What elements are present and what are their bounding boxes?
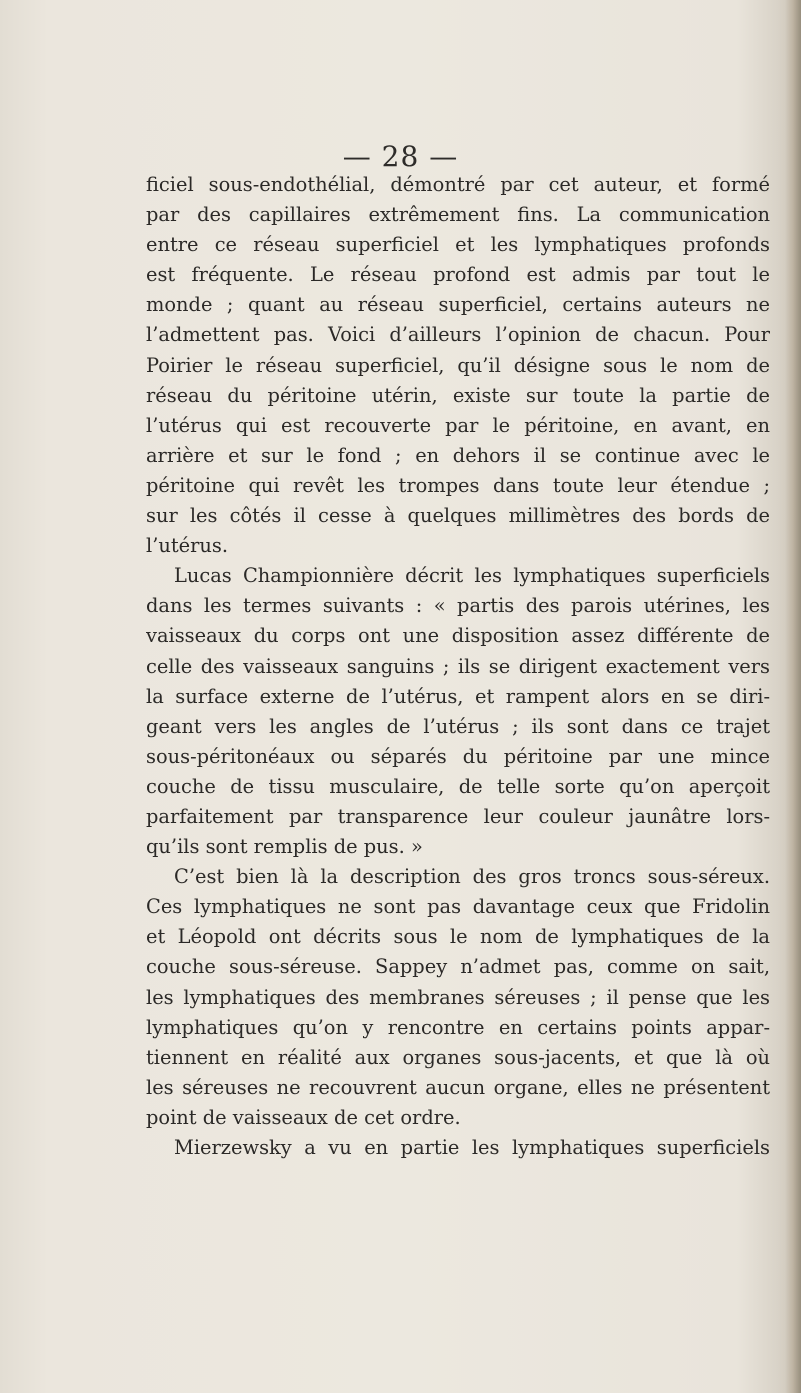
- text-line: réseau du péritoine utérin, existe sur toute la partie de: [146, 383, 770, 407]
- text-line: la surface externe de l’utérus, et rampent alors en se diri-: [146, 684, 770, 708]
- text-line: par des capillaires extrêmement fins. La communication: [146, 203, 770, 227]
- text-line: Ces lymphatiques ne sont pas davantage ceux que Fridolin: [146, 895, 770, 919]
- text-line: geant vers les angles de l’utérus ; ils sont dans ce trajet: [146, 714, 770, 738]
- text-line: l’utérus qui est recouverte par le péritoine, en avant, en: [146, 413, 770, 437]
- text-line: qu’ils sont remplis de pus. »: [146, 835, 423, 859]
- text-line: couche sous-séreuse. Sappey n’admet pas, comme on sait,: [146, 955, 770, 979]
- text-line: parfaitement par transparence leur couleur jaunâtre lors-: [146, 804, 770, 828]
- text-line: ficiel sous-endothélial, démontré par cet auteur, et formé: [146, 173, 770, 196]
- text-line: Mierzewsky a vu en partie les lymphatiques superficiels: [174, 1136, 770, 1159]
- text-line: C’est bien là la description des gros troncs sous-séreux.: [174, 865, 770, 889]
- text-line: l’utérus.: [146, 534, 228, 558]
- text-line: monde ; quant au réseau superficiel, certains auteurs ne: [146, 293, 770, 317]
- text-line: entre ce réseau superficiel et les lymphatiques profonds: [146, 233, 770, 257]
- text-line: les lymphatiques des membranes séreuses ; il pense que les: [146, 985, 770, 1009]
- text-line: lymphatiques qu’on y rencontre en certains points appar-: [146, 1015, 770, 1039]
- text-line: Lucas Championnière décrit les lymphatiques superficiels: [174, 564, 770, 588]
- text-line: couche de tissu musculaire, de telle sorte qu’on aperçoit: [146, 774, 770, 798]
- text-line: dans les termes suivants : « partis des parois utérines, les: [146, 594, 770, 618]
- text-line: et Léopold ont décrits sous le nom de lymphatiques de la: [146, 925, 770, 949]
- text-line: arrière et sur le fond ; en dehors il se continue avec le: [146, 443, 770, 467]
- text-line: point de vaisseaux de cet ordre.: [146, 1105, 461, 1129]
- text-line: l’admettent pas. Voici d’ailleurs l’opinion de chacun. Pour: [146, 323, 770, 347]
- text-line: péritoine qui revêt les trompes dans toute leur étendue ;: [146, 473, 770, 497]
- text-line: vaisseaux du corps ont une disposition assez différente de: [146, 624, 770, 648]
- text-line: est fréquente. Le réseau profond est admis par tout le: [146, 263, 770, 287]
- page-number: — 28 —: [342, 140, 459, 173]
- text-line: sur les côtés il cesse à quelques millimètres des bords de: [146, 504, 770, 528]
- body-text: [146, 170, 770, 1163]
- page-edge-shadow: [785, 0, 801, 1393]
- text-line: tiennent en réalité aux organes sous-jacents, et que là où: [146, 1045, 770, 1069]
- text-line: celle des vaisseaux sanguins ; ils se dirigent exactement vers: [146, 654, 770, 678]
- text-line: Poirier le réseau superficiel, qu’il désigne sous le nom de: [146, 353, 770, 377]
- text-line: sous-péritonéaux ou séparés du péritoine par une mince: [146, 744, 770, 768]
- text-line: les séreuses ne recouvrent aucun organe, elles ne présentent: [146, 1075, 770, 1099]
